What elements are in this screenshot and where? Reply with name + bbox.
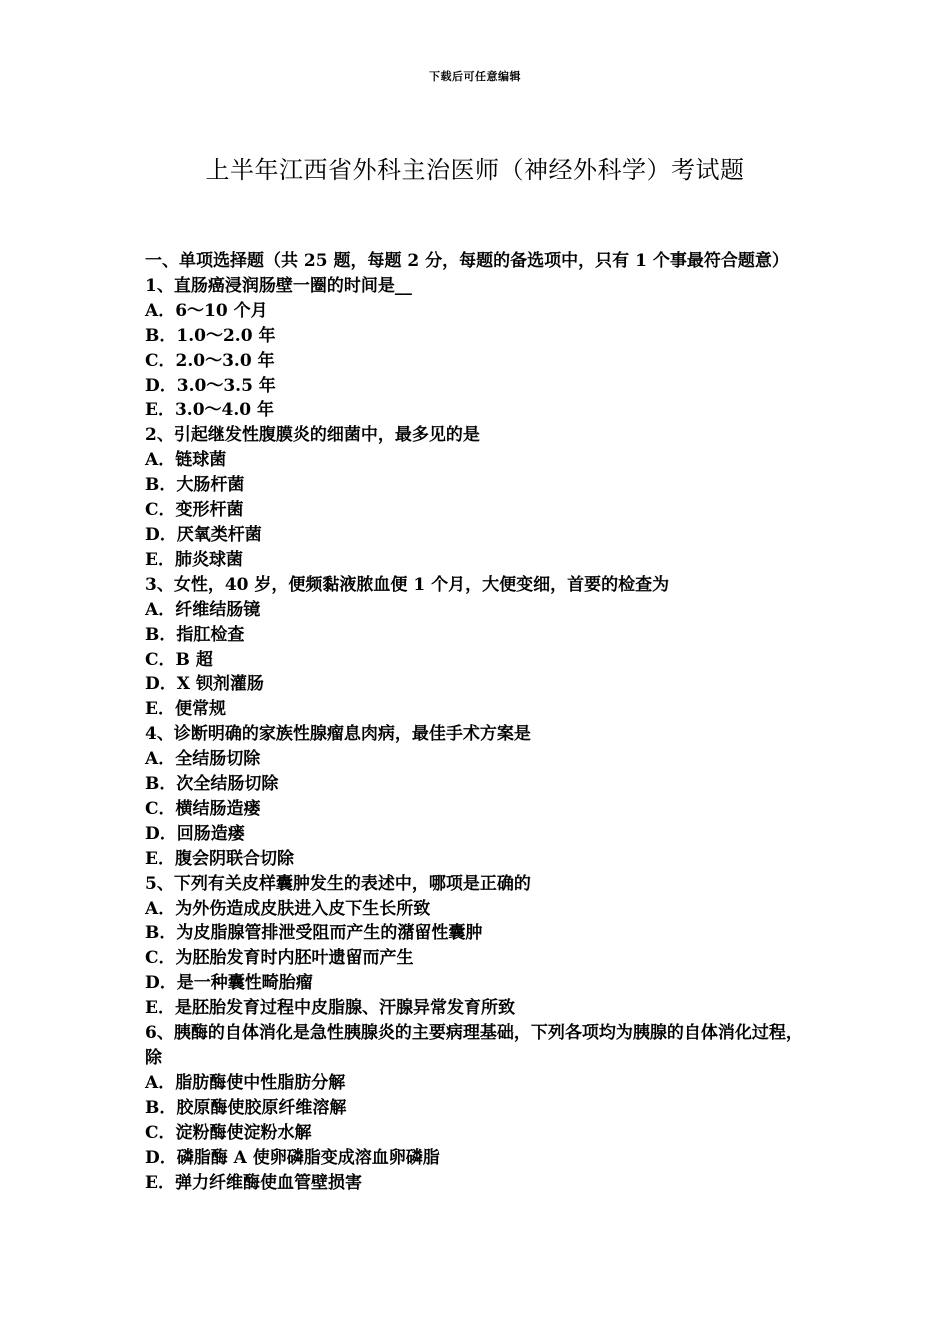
option-e: E．腹会阴联合切除 (145, 848, 294, 869)
option-d: D．回肠造瘘 (145, 823, 245, 844)
option-e: E．便常规 (145, 699, 226, 720)
option-a: A．纤维结肠镜 (145, 599, 261, 620)
question-5 (145, 872, 815, 1021)
option-a: A．6～10 个月 (145, 300, 268, 321)
header-note: 下载后可任意编辑 (429, 70, 521, 83)
option-b: B．胶原酶使胶原纤维溶解 (145, 1097, 347, 1118)
question-stem: 6、胰酶的自体消化是急性胰腺炎的主要病理基础，下列各项均为胰腺的自体消化过程，除 (145, 1023, 803, 1068)
question-stem: 3、女性，40 岁，便频黏液脓血便 1 个月，大便变细，首要的检查为 (145, 574, 670, 595)
option-c: C．2.0～3.0 年 (145, 350, 275, 371)
option-a: A．链球菌 (145, 450, 227, 471)
option-e: E．3.0～4.0 年 (145, 400, 275, 421)
question-1 (145, 274, 815, 423)
option-a: A．脂肪酶使中性脂肪分解 (145, 1072, 346, 1093)
option-d: D．厌氧类杆菌 (145, 524, 262, 545)
option-c: C．横结肠造瘘 (145, 798, 261, 819)
option-c: C．淀粉酶使淀粉水解 (145, 1122, 312, 1143)
section-heading: 一、单项选择题（共 25 题，每题 2 分，每题的备选项中，只有 1 个事最符合题意） (145, 251, 789, 271)
option-b: B．次全结肠切除 (145, 774, 279, 795)
option-e: E．是胚胎发育过程中皮脂腺、汗腺异常发育所致 (145, 998, 515, 1019)
question-stem: 4、诊断明确的家族性腺瘤息肉病，最佳手术方案是 (145, 724, 531, 745)
option-d: D．X 钡剂灌肠 (145, 674, 264, 695)
option-c: C．变形杆菌 (145, 500, 244, 521)
page-title: 上半年江西省外科主治医师（神经外科学）考试题 (205, 156, 745, 184)
option-b: B．指肛检查 (145, 624, 245, 645)
question-6 (145, 1021, 815, 1195)
question-4 (145, 722, 815, 871)
option-e: E．肺炎球菌 (145, 549, 243, 570)
option-b: B．1.0～2.0 年 (145, 325, 276, 346)
option-a: A．为外伤造成皮肤进入皮下生长所致 (145, 898, 431, 919)
question-stem: 2、引起继发性腹膜炎的细菌中，最多见的是 (145, 425, 480, 446)
option-c: C．B 超 (145, 649, 213, 670)
document-body (145, 249, 815, 1195)
option-c: C．为胚胎发育时内胚叶遗留而产生 (145, 948, 414, 969)
question-3 (145, 573, 815, 722)
option-e: E．弹力纤维酶使血管壁损害 (145, 1172, 362, 1193)
option-b: B．为皮脂腺管排泄受阻而产生的潴留性囊肿 (145, 923, 483, 944)
question-2 (145, 423, 815, 572)
option-b: B．大肠杆菌 (145, 475, 245, 496)
option-d: D．3.0～3.5 年 (145, 375, 276, 396)
question-stem: 5、下列有关皮样囊肿发生的表述中，哪项是正确的 (145, 873, 531, 894)
option-d: D．磷脂酶 A 使卵磷脂变成溶血卵磷脂 (145, 1147, 440, 1168)
question-stem: 1、直肠癌浸润肠壁一圈的时间是__ (145, 275, 412, 296)
option-d: D．是一种囊性畸胎瘤 (145, 973, 313, 994)
option-a: A．全结肠切除 (145, 749, 261, 770)
